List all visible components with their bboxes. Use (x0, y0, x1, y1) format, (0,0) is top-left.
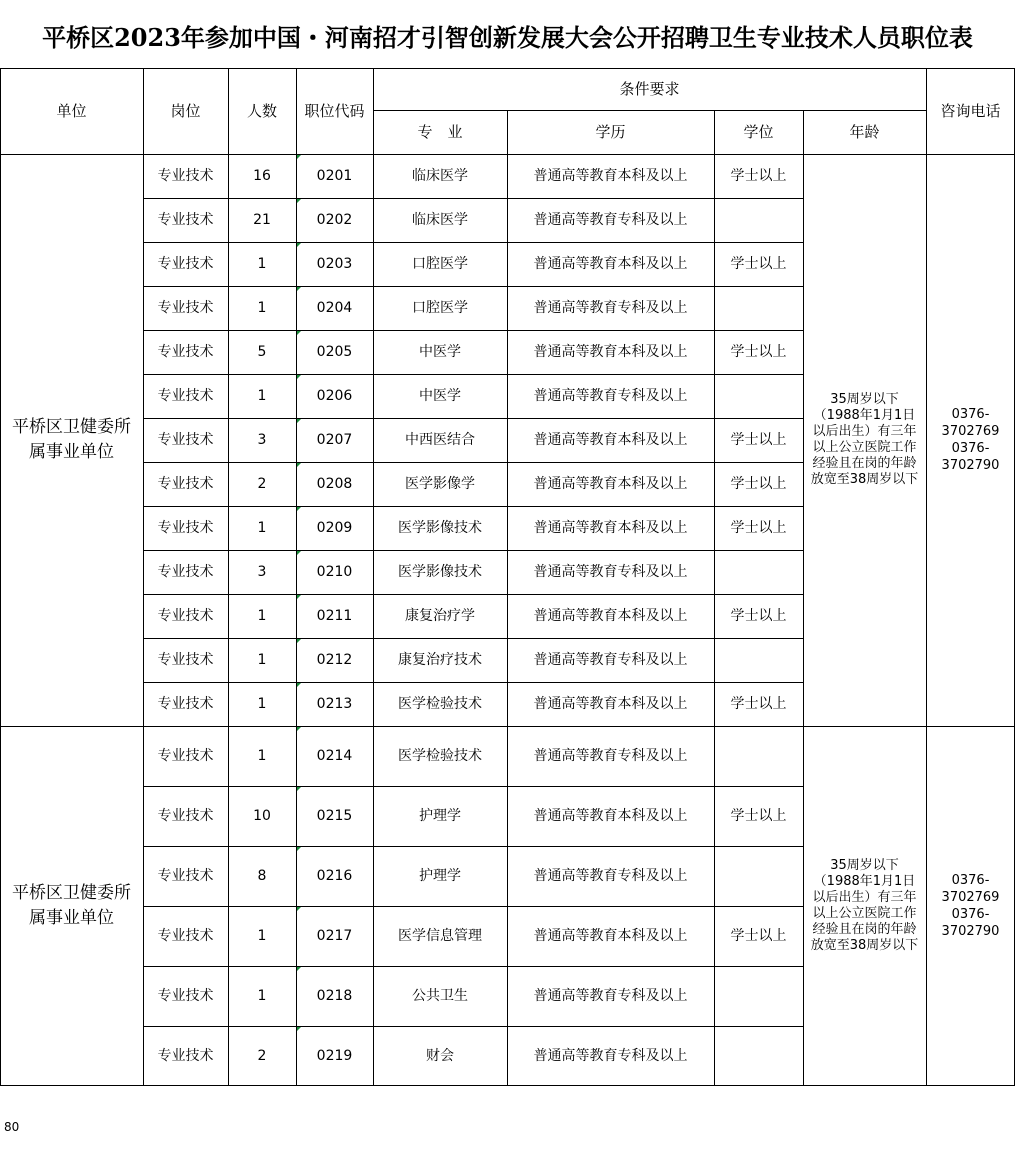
row-code: 0216 (316, 868, 353, 884)
row-major: 临床医学 (412, 168, 468, 184)
page-title: 平桥区2023年参加中国・河南招才引智创新发展大会公开招聘卫生专业技术人员职位表 (42, 23, 973, 52)
row-education: 普通高等教育专科及以上 (533, 988, 688, 1004)
row-post: 专业技术 (157, 696, 214, 712)
row-degree: 学士以上 (730, 168, 787, 184)
row-count: 1 (257, 388, 267, 404)
row-post: 专业技术 (157, 808, 214, 824)
row-major: 口腔医学 (412, 300, 468, 316)
row-degree: 学士以上 (730, 696, 787, 712)
header-count: 人数 (246, 102, 277, 120)
row-education: 普通高等教育专科及以上 (533, 868, 688, 884)
row-education: 普通高等教育本科及以上 (533, 928, 688, 944)
header-degree: 学位 (743, 123, 774, 141)
row-major: 公共卫生 (412, 988, 468, 1004)
row-post: 专业技术 (157, 388, 214, 404)
row-degree: 学士以上 (730, 808, 787, 824)
row-post: 专业技术 (157, 652, 214, 668)
row-major: 护理学 (419, 808, 461, 824)
group-phone: 0376-3702769 0376-3702790 (941, 407, 1000, 473)
row-code: 0201 (316, 168, 353, 184)
row-count: 3 (257, 564, 267, 580)
header-code: 职位代码 (304, 102, 365, 120)
row-code: 0210 (316, 564, 353, 580)
header-conditions: 条件要求 (619, 80, 680, 98)
row-post: 专业技术 (157, 344, 214, 360)
row-education: 普通高等教育本科及以上 (533, 256, 688, 272)
row-code: 0219 (316, 1048, 353, 1064)
row-post: 专业技术 (157, 520, 214, 536)
header-education: 学历 (595, 123, 626, 141)
header-major: 专 业 (417, 123, 463, 141)
row-major: 口腔医学 (412, 256, 468, 272)
row-post: 专业技术 (157, 476, 214, 492)
row-count: 3 (257, 432, 267, 448)
row-education: 普通高等教育本科及以上 (533, 696, 688, 712)
row-education: 普通高等教育专科及以上 (533, 1048, 688, 1064)
row-education: 普通高等教育本科及以上 (533, 344, 688, 360)
row-education: 普通高等教育专科及以上 (533, 300, 688, 316)
row-post: 专业技术 (157, 748, 214, 764)
row-education: 普通高等教育专科及以上 (533, 652, 688, 668)
row-count: 1 (257, 520, 267, 536)
row-code: 0213 (316, 696, 353, 712)
row-post: 专业技术 (157, 300, 214, 316)
row-code: 0217 (316, 928, 353, 944)
row-major: 医学影像技术 (398, 520, 482, 536)
row-post: 专业技术 (157, 432, 214, 448)
row-major: 医学检验技术 (398, 696, 482, 712)
row-count: 1 (257, 608, 267, 624)
row-count: 2 (257, 1048, 267, 1064)
row-major: 医学检验技术 (398, 748, 482, 764)
row-education: 普通高等教育本科及以上 (533, 432, 688, 448)
row-degree: 学士以上 (730, 476, 787, 492)
row-post: 专业技术 (157, 168, 214, 184)
row-degree: 学士以上 (730, 344, 787, 360)
row-post: 专业技术 (157, 608, 214, 624)
row-code: 0206 (316, 388, 353, 404)
row-code: 0204 (316, 300, 353, 316)
row-education: 普通高等教育本科及以上 (533, 476, 688, 492)
row-code: 0218 (316, 988, 353, 1004)
row-major: 医学影像技术 (398, 564, 482, 580)
row-count: 1 (257, 988, 267, 1004)
row-count: 10 (253, 808, 271, 824)
group-unit: 平桥区卫健委所属事业单位 (12, 883, 131, 928)
header-phone: 咨询电话 (940, 102, 1001, 120)
row-education: 普通高等教育本科及以上 (533, 608, 688, 624)
group-phone: 0376-3702769 0376-3702790 (941, 873, 1000, 939)
row-count: 1 (257, 696, 267, 712)
header-age: 年龄 (849, 123, 880, 141)
row-post: 专业技术 (157, 212, 214, 228)
header-unit: 单位 (56, 102, 87, 120)
row-major: 中医学 (419, 388, 461, 404)
row-code: 0214 (316, 748, 353, 764)
row-count: 8 (257, 868, 267, 884)
group-age-requirement: 35周岁以下（1988年1月1日以后出生）有三年以上公立医院工作经验且在岗的年龄放宽至38周岁以下 (810, 392, 919, 487)
row-major: 中医学 (419, 344, 461, 360)
row-education: 普通高等教育专科及以上 (533, 388, 688, 404)
row-major: 中西医结合 (405, 432, 475, 448)
row-degree: 学士以上 (730, 928, 787, 944)
row-major: 临床医学 (412, 212, 468, 228)
row-count: 1 (257, 300, 267, 316)
row-degree: 学士以上 (730, 432, 787, 448)
row-education: 普通高等教育专科及以上 (533, 748, 688, 764)
row-major: 医学信息管理 (398, 928, 482, 944)
row-education: 普通高等教育本科及以上 (533, 808, 688, 824)
row-education: 普通高等教育专科及以上 (533, 564, 688, 580)
row-post: 专业技术 (157, 256, 214, 272)
row-post: 专业技术 (157, 988, 214, 1004)
row-code: 0202 (316, 212, 353, 228)
header-post: 岗位 (170, 102, 201, 120)
row-count: 2 (257, 476, 267, 492)
row-degree: 学士以上 (730, 608, 787, 624)
row-major: 康复治疗学 (405, 608, 475, 624)
row-code: 0212 (316, 652, 353, 668)
row-major: 医学影像学 (405, 476, 475, 492)
group-age-requirement: 35周岁以下（1988年1月1日以后出生）有三年以上公立医院工作经验且在岗的年龄放宽至38周岁以下 (810, 858, 919, 953)
page-number: 80 (4, 1120, 20, 1134)
row-code: 0205 (316, 344, 353, 360)
row-major: 康复治疗技术 (398, 652, 482, 668)
row-code: 0211 (316, 608, 353, 624)
row-post: 专业技术 (157, 1048, 214, 1064)
row-code: 0209 (316, 520, 353, 536)
row-code: 0203 (316, 256, 353, 272)
row-major: 财会 (426, 1048, 454, 1064)
row-education: 普通高等教育专科及以上 (533, 212, 688, 228)
row-major: 护理学 (419, 868, 461, 884)
row-post: 专业技术 (157, 868, 214, 884)
row-degree: 学士以上 (730, 520, 787, 536)
row-education: 普通高等教育本科及以上 (533, 520, 688, 536)
group-unit: 平桥区卫健委所属事业单位 (12, 417, 131, 462)
row-post: 专业技术 (157, 928, 214, 944)
row-count: 1 (257, 748, 267, 764)
row-count: 1 (257, 928, 267, 944)
row-count: 16 (253, 168, 271, 184)
row-code: 0215 (316, 808, 353, 824)
row-code: 0207 (316, 432, 353, 448)
row-count: 21 (253, 212, 271, 228)
row-degree: 学士以上 (730, 256, 787, 272)
row-code: 0208 (316, 476, 353, 492)
row-count: 5 (257, 344, 267, 360)
row-post: 专业技术 (157, 564, 214, 580)
row-count: 1 (257, 256, 267, 272)
row-education: 普通高等教育本科及以上 (533, 168, 688, 184)
row-count: 1 (257, 652, 267, 668)
